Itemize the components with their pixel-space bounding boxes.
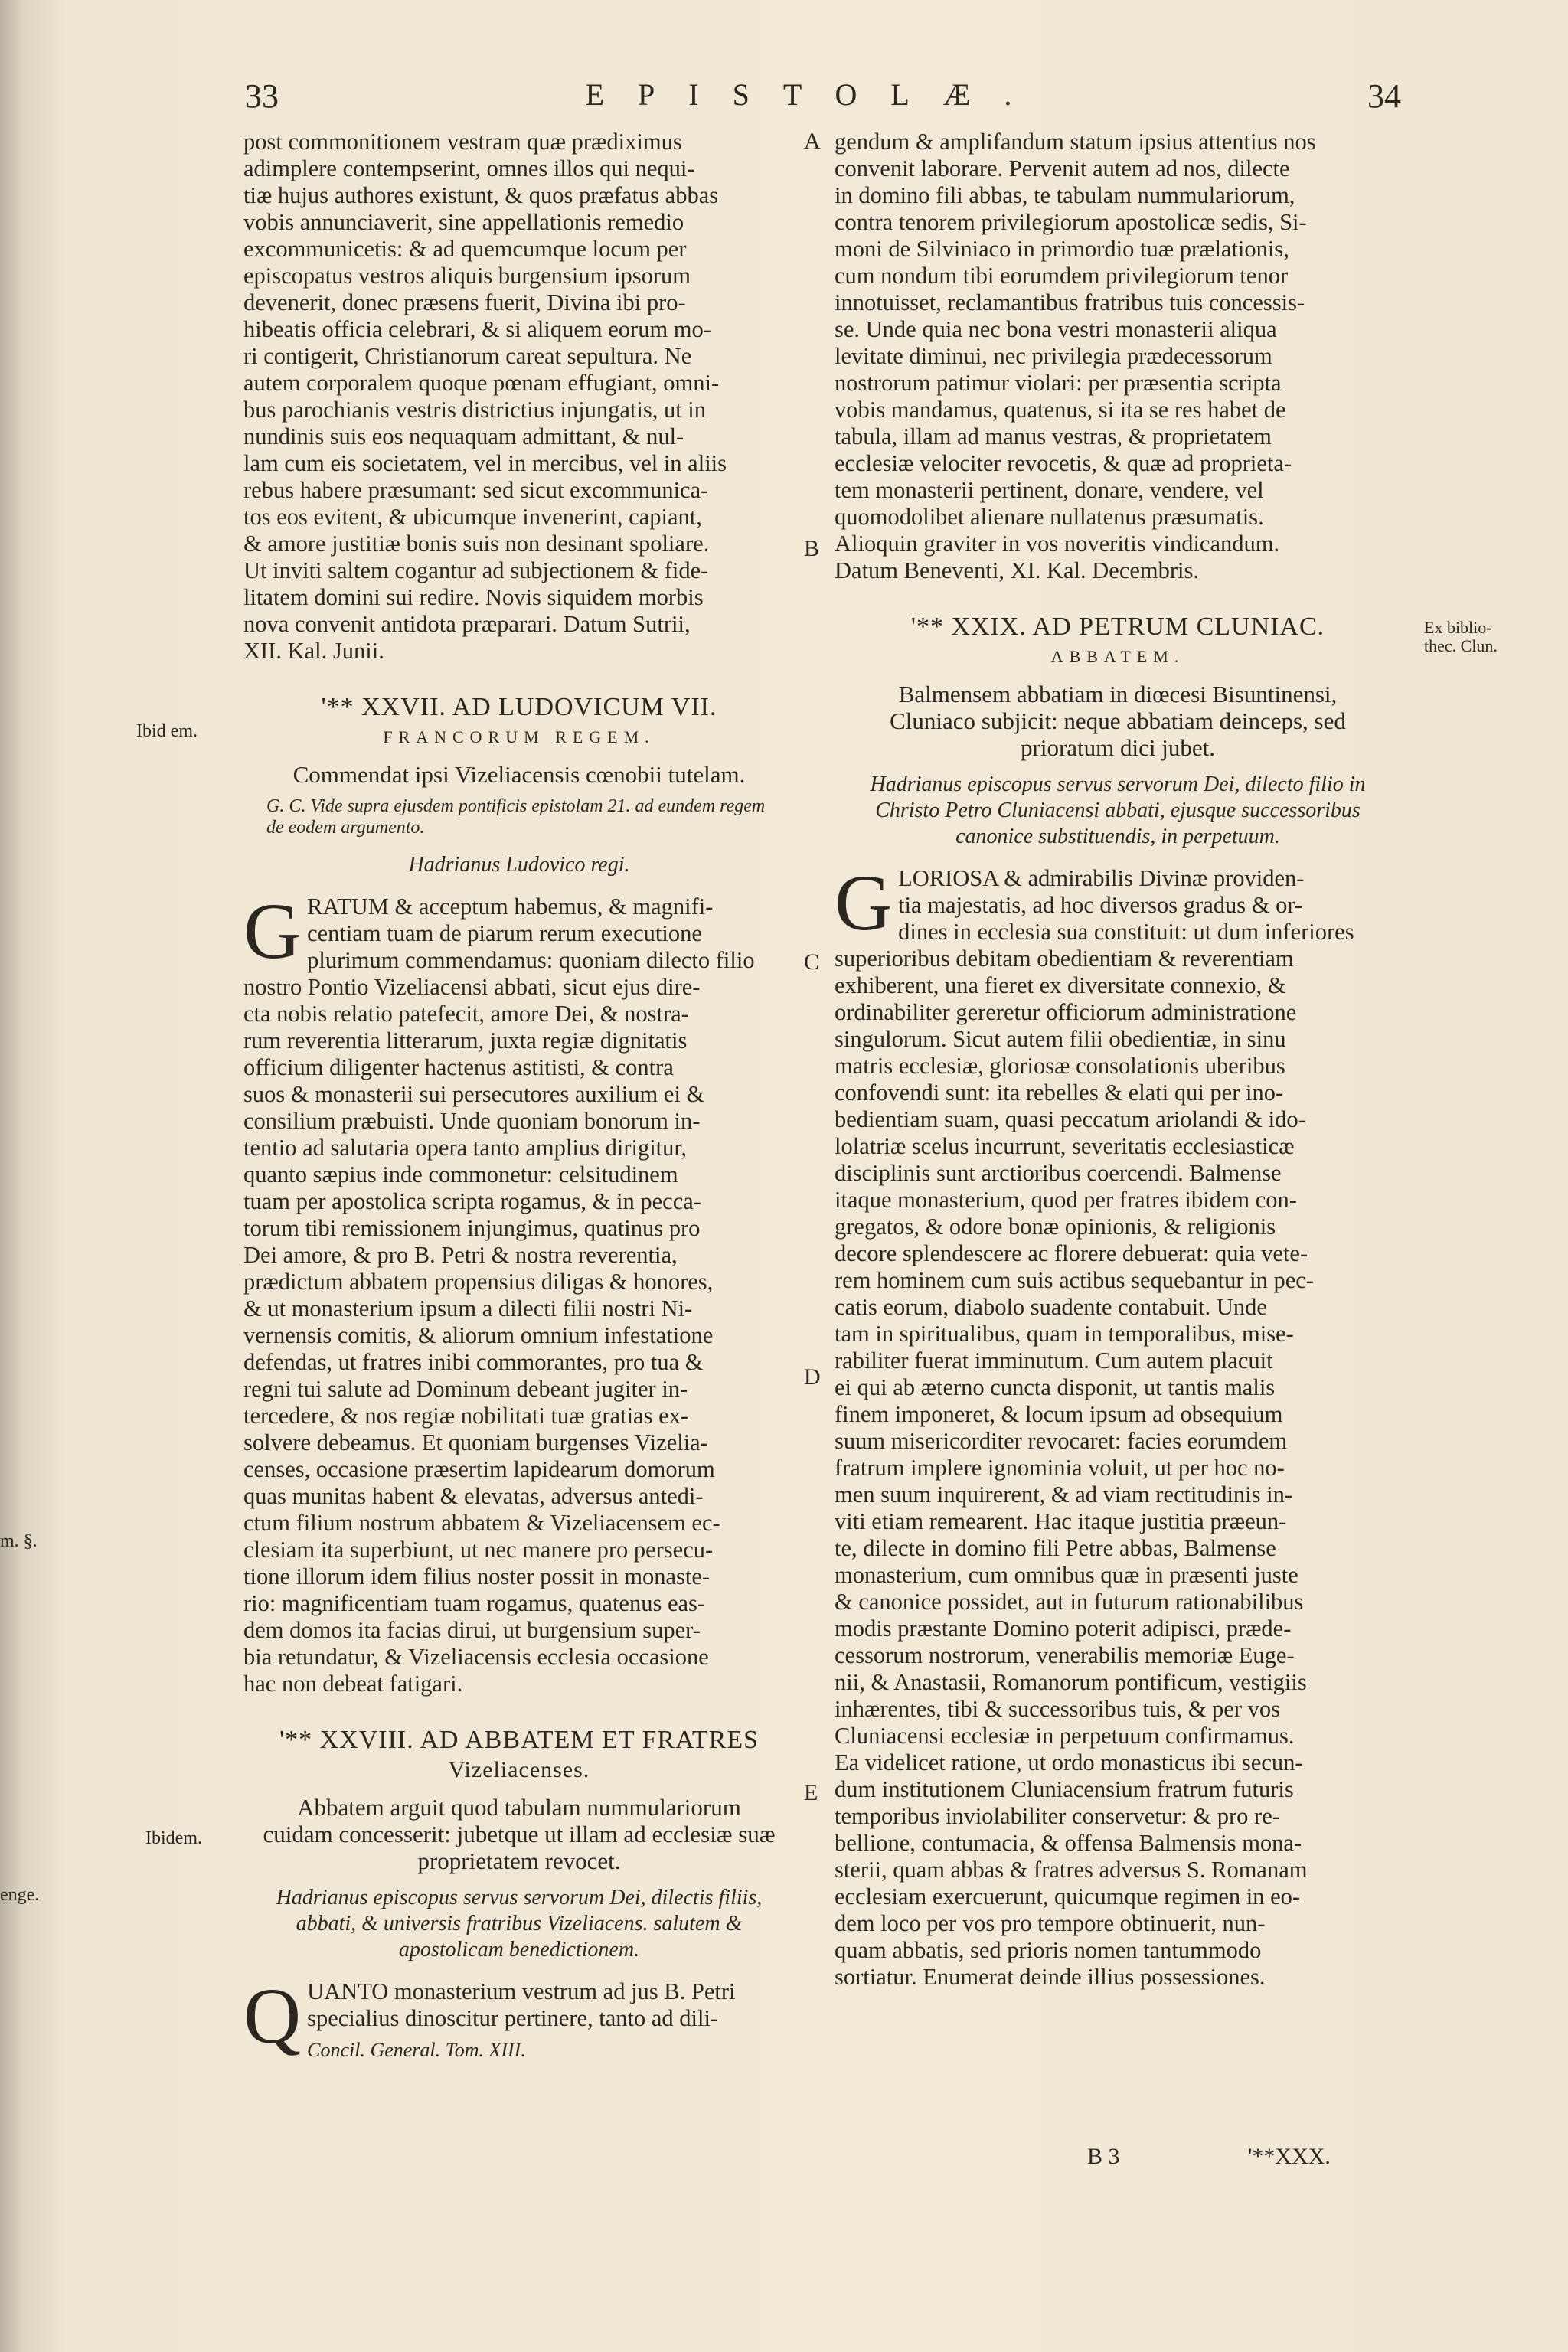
- text-line: ei qui ab æterno cuncta disponit, ut tantis malis: [835, 1374, 1276, 1400]
- text-line: ctum filium nostrum abbatem & Vizeliacensem ec-: [243, 1510, 720, 1536]
- text-line: quas munitas habent & elevatas, adversus antedi-: [243, 1483, 704, 1509]
- text-line: LORIOSA & admirabilis Divinæ providen-: [898, 865, 1305, 891]
- margin-fragment-2: enge.: [0, 1885, 40, 1905]
- text-line: suos & monasterii sui persecutores auxilium ei &: [243, 1081, 705, 1107]
- margin-fragment-1: m. §.: [0, 1531, 38, 1551]
- text-line: quanto sæpius inde commonetur: celsitudinem: [243, 1161, 678, 1187]
- text-line: suum misericorditer revocaret: facies eorumdem: [835, 1428, 1288, 1454]
- text-line: dem loco per vos pro tempore obtinuerit, nun-: [835, 1910, 1266, 1936]
- text-line: superioribus debitam obedientiam & reverentiam: [835, 946, 1294, 972]
- text-line: excommunicetis: & ad quemcumque locum per: [243, 236, 687, 262]
- epistle-27-note: G. C. Vide supra ejusdem pontificis epistolam 21. ad eundem regem de eodem argumento.: [266, 796, 766, 838]
- text-line: defendas, ut fratres inibi commorantes, pro tua &: [243, 1349, 704, 1375]
- text-line: consilium præbuisti. Unde quoniam bonorum in-: [243, 1108, 701, 1134]
- text-line: ecclesiam exercuerunt, quicumque regimen in eo-: [835, 1883, 1301, 1909]
- epistle-28-inscription: Hadrianus episcopus servus servorum Dei, dilectis filiis, abbati, & universis fratribus Vizeliacens. salutem & apostolicam benedictionem.: [276, 1886, 763, 1962]
- margin-note-ibidem-2: Ibidem.: [145, 1828, 202, 1848]
- text-line: torum tibi remissionem injungimus, quatinus pro: [243, 1215, 701, 1241]
- section-mark-a: A: [804, 129, 821, 154]
- text-line: rum reverentia litterarum, juxta regiæ dignitatis: [243, 1027, 688, 1054]
- text-line: hibeatis officia celebrari, & si aliquem eorum mo-: [243, 316, 711, 342]
- epistle-28-subheading: Vizeliacenses.: [448, 1757, 590, 1782]
- text-line: tiæ hujus authores existunt, & quos præfatus abbas: [243, 182, 719, 208]
- epistle-29-summary: Balmensem abbatiam in diœcesi Bisuntinensi, Cluniaco subjicit: neque abbatiam deinceps, sed prioratum dici jubet.: [890, 681, 1346, 761]
- volume-signature: Concil. General. Tom. XIII.: [307, 2039, 526, 2061]
- text-line: nostro Pontio Vizeliacensi abbati, sicut ejus dire-: [243, 974, 701, 1000]
- text-line: episcopatus vestros aliquis burgensium ipsorum: [243, 263, 691, 289]
- page-header: [230, 77, 1401, 130]
- epistle-29-heading: '** XXIX. AD PETRUM CLUNIAC.: [910, 612, 1325, 641]
- text-line: rabiliter fuerat imminutum. Cum autem placuit: [835, 1348, 1273, 1374]
- text-line: ri contigerit, Christianorum careat sepultura. Ne: [243, 343, 692, 369]
- text-line: viti etiam remearent. Hac itaque justitia præeun-: [835, 1508, 1287, 1534]
- text-line: cta nobis relatio patefecit, amore Dei, & nostra-: [243, 1001, 689, 1027]
- epistle-29-text: [835, 859, 1401, 1991]
- text-line: dines in ecclesia sua constituit: ut dum inferiores: [898, 919, 1354, 945]
- text-line: prædictum abbatem propensius diligas & honores,: [243, 1269, 714, 1295]
- text-line: Ut inviti saltem cogantur ad subjectionem & fide-: [243, 557, 709, 583]
- text-line: contra tenorem privilegiorum apostolicæ sedis, Si-: [835, 209, 1307, 235]
- text-line: finem imponeret, & locum ipsum ad obsequium: [835, 1401, 1283, 1427]
- text-line: sterii, quam abbas & fratres adversus S. Romanam: [835, 1857, 1308, 1883]
- text-line: Datum Beneventi, XI. Kal. Decembris.: [835, 557, 1199, 583]
- text-line: fratrum implere ignominia voluit, ut per hoc no-: [835, 1455, 1285, 1481]
- text-line: centiam tuam de piarum rerum executione: [307, 920, 702, 946]
- text-line: lam cum eis societatem, vel in mercibus, vel in aliis: [243, 450, 727, 476]
- drop-cap: G: [243, 887, 302, 975]
- text-line: rem hominem cum suis actibus sequebantur in pec-: [835, 1267, 1314, 1293]
- section-mark-d: D: [804, 1364, 821, 1390]
- text-line: cum nondum tibi eorumdem privilegiorum tenor: [835, 263, 1289, 289]
- text-line: tione illorum idem filius noster possit in monaste-: [243, 1563, 710, 1589]
- text-line: & ut monasterium ipsum a dilecti filii nostri Ni-: [243, 1295, 693, 1321]
- text-line: plurimum commendamus: quoniam dilecto filio: [307, 947, 755, 973]
- text-line: Ea videlicet ratione, ut ordo monasticus ibi secun-: [835, 1749, 1303, 1775]
- text-line: specialius dinoscitur pertinere, tanto ad dili-: [307, 2005, 719, 2031]
- epistle-29-subheading: ABBATEM.: [1050, 647, 1185, 666]
- catchword: '**XXX.: [1248, 2144, 1331, 2169]
- text-line: exhiberent, una fieret ex diversitate connexio, &: [835, 972, 1286, 998]
- text-line: tia majestatis, ad hoc diversos gradus & or-: [898, 892, 1303, 918]
- epistle-28-text: [243, 1978, 795, 2032]
- text-line: officium diligenter hactenus astitisti, & contra: [243, 1054, 674, 1080]
- epistle-29-inscription: Hadrianus episcopus servus servorum Dei, dilecto filio in Christo Petro Cluniacensi abbati, ejusque successoribus canonice substituendis, in perpetuum.: [870, 773, 1366, 848]
- text-line: catis eorum, diabolo suadente contabuit. Unde: [835, 1294, 1267, 1320]
- running-title: EPISTOLÆ.: [585, 77, 1046, 112]
- margin-note-ibidem-1: Ibid em.: [136, 721, 198, 741]
- text-line: litatem domini sui redire. Novis siquidem morbis: [243, 584, 704, 610]
- section-mark-b: B: [804, 536, 820, 561]
- text-line: confovendi sunt: ita rebelles & elati qui per ino-: [835, 1080, 1284, 1106]
- text-line: moni de Silviniaco in primordio tuæ prælationis,: [835, 236, 1289, 262]
- section-mark-c: C: [804, 949, 820, 975]
- text-line: inhærentes, tibi & successoribus tuis, & per vos: [835, 1696, 1280, 1722]
- epistle-27-body: [243, 887, 795, 1697]
- text-line: ecclesiæ velociter revocetis, & quæ ad proprieta-: [835, 450, 1292, 476]
- text-line: adimplere contempserint, omnes illos qui nequi-: [243, 155, 695, 181]
- text-line: nostrorum patimur violari: per præsentia scripta: [835, 370, 1282, 396]
- text-line: innotuisset, reclamantibus fratribus tuis concessis-: [835, 289, 1305, 315]
- text-line: XII. Kal. Junii.: [243, 638, 384, 664]
- text-line: vobis mandamus, quatenus, si ita se res habet de: [835, 397, 1286, 423]
- text-line: vobis annunciaverit, sine appellationis remedio: [243, 209, 684, 235]
- text-line: men suum inquirerent, & ad viam rectitudinis in-: [835, 1481, 1293, 1508]
- text-line: dem domos ita facias dirui, ut burgensium super-: [243, 1617, 701, 1643]
- margin-note-source: Ex biblio- thec. Clun.: [1424, 618, 1498, 655]
- text-line: cessorum nostrorum, venerabilis memoriæ Euge-: [835, 1642, 1295, 1668]
- page-number-right: 34: [1367, 77, 1401, 115]
- text-line: ordinabiliter gereretur officiorum administratione: [835, 999, 1297, 1025]
- text-line: convenit laborare. Pervenit autem ad nos, dilecte: [835, 155, 1290, 181]
- text-line: bedientiam suam, quasi peccatum ariolandi & ido-: [835, 1106, 1306, 1132]
- text-line: quomodolibet alienare nullatenus præsumatis.: [835, 504, 1264, 530]
- text-line: tuam per apostolica scripta rogamus, & in pecca-: [243, 1188, 701, 1214]
- epistle-27-heading: '** XXVII. AD LUDOVICUM VII.: [321, 693, 717, 721]
- epistle-29-body: [835, 859, 1401, 1991]
- text-line: regni tui salute ad Dominum debeant jugiter in-: [243, 1376, 688, 1402]
- text-line: & amore justitiæ bonis suis non desinant spoliare.: [243, 531, 710, 557]
- text-line: hac non debeat fatigari.: [243, 1671, 463, 1697]
- text-line: nii, & Anastasii, Romanorum pontificum, vestigiis: [835, 1669, 1307, 1695]
- text-line: te, dilecte in domino fili Petre abbas, Balmense: [835, 1535, 1276, 1561]
- text-line: lolatriæ scelus incurrunt, severitatis ecclesiasticæ: [835, 1133, 1295, 1159]
- text-line: Dei amore, & pro B. Petri & nostra reverentia,: [243, 1242, 678, 1268]
- text-line: rebus habere præsumant: sed sicut excommunica-: [243, 477, 709, 503]
- right-column: [835, 129, 1401, 1991]
- text-line: quam abbatis, sed prioris nomen tantummodo: [835, 1937, 1262, 1963]
- text-line: devenerit, donec præsens fuerit, Divina ibi pro-: [243, 289, 686, 315]
- text-line: RATUM & acceptum habemus, & magnifi-: [307, 893, 714, 920]
- text-line: tabula, illam ad manus vestras, & proprietatem: [835, 423, 1272, 449]
- text-line: Alioquin graviter in vos noveritis vindicandum.: [835, 531, 1280, 557]
- text-line: tentio ad salutaria opera tanto amplius dirigitur,: [243, 1135, 687, 1161]
- left-column: [243, 129, 795, 2063]
- text-line: censes, occasione præsertim lapidearum domorum: [243, 1456, 715, 1482]
- epistle-28-heading: '** XXVIII. AD ABBATEM ET FRATRES: [279, 1726, 759, 1754]
- text-line: gregatos, & odore bonæ opinionis, & religionis: [835, 1214, 1276, 1240]
- epistle-27-subheading: FRANCORUM REGEM.: [383, 727, 655, 746]
- text-line: bus parochianis vestris districtius injungatis, ut in: [243, 397, 707, 423]
- text-line: tercedere, & nos regiæ nobilitati tuæ gratias ex-: [243, 1403, 689, 1429]
- text-line: bia retundatur, & Vizeliacensis ecclesia occasione: [243, 1644, 709, 1670]
- left-intro-text: [243, 129, 795, 665]
- text-line: itaque monasterium, quod per fratres ibidem con-: [835, 1187, 1297, 1213]
- epistle-27-summary: Commendat ipsi Vizeliacensis cœnobii tutelam.: [292, 761, 746, 788]
- text-line: tem monasterii pertinent, donare, vendere, vel: [835, 477, 1264, 503]
- text-line: & canonice possidet, aut in futurum rationabilibus: [835, 1589, 1304, 1615]
- epistle-28-summary: Abbatem arguit quod tabulam nummulariorum cuidam concesserit: jubetque ut illam ad ecclesiæ suæ proprietatem revocet.: [263, 1794, 776, 1874]
- text-line: disciplinis sunt arctioribus coercendi. Balmense: [835, 1160, 1282, 1186]
- text-line: gendum & amplifandum statum ipsius attentius nos: [835, 129, 1316, 155]
- text-line: temporibus inviolabiliter conservetur: & pro re-: [835, 1803, 1280, 1829]
- text-line: levitate diminui, nec privilegia prædecessorum: [835, 343, 1272, 369]
- text-line: singulorum. Sicut autem filii obedientiæ, in sinu: [835, 1026, 1286, 1052]
- text-line: autem corporalem quoque pœnam effugiant, omni-: [243, 370, 720, 396]
- text-line: UANTO monasterium vestrum ad jus B. Petri: [307, 1978, 736, 2004]
- text-line: modis præstante Domino poterit adipisci, præde-: [835, 1615, 1292, 1642]
- section-mark-e: E: [804, 1780, 818, 1805]
- text-line: solvere debeamus. Et quoniam burgenses Vizelia-: [243, 1429, 708, 1455]
- text-line: monasterium, cum omnibus quæ in præsenti juste: [835, 1562, 1298, 1588]
- text-line: se. Unde quia nec bona vestri monasterii aliqua: [835, 316, 1277, 342]
- drop-cap: G: [835, 859, 893, 947]
- epistle-27-text: [243, 887, 795, 1697]
- text-line: post commonitionem vestram quæ prædiximus: [243, 129, 682, 155]
- text-line: nundinis suis eos nequaquam admittant, & nul-: [243, 423, 684, 449]
- text-line: clesiam ita superbiunt, ut nec manere pro persecu-: [243, 1537, 714, 1563]
- text-line: tam in spiritualibus, quam in temporalibus, mise-: [835, 1321, 1294, 1347]
- text-line: matris ecclesiæ, gloriosæ consolationis uberibus: [835, 1053, 1285, 1079]
- text-line: Cluniacensi ecclesiæ in perpetuum confirmamus.: [835, 1723, 1295, 1749]
- signature-mark: B 3: [1087, 2144, 1120, 2169]
- text-line: rio: magnificentiam tuam rogamus, quatenus eas-: [243, 1590, 706, 1616]
- text-line: sortiatur. Enumerat deinde illius possessiones.: [835, 1964, 1266, 1990]
- text-line: tos eos evitent, & ubicumque invenerint, capiant,: [243, 504, 702, 530]
- text-line: decore splendescere ac florere debuerat: quia vete-: [835, 1240, 1308, 1266]
- page-number-left: 33: [245, 77, 279, 115]
- right-intro-text: [835, 129, 1401, 584]
- text-line: bellione, contumacia, & offensa Balmensis mona-: [835, 1830, 1302, 1856]
- text-line: in domino fili abbas, te tabulam nummulariorum,: [835, 182, 1295, 208]
- epistle-27-inscription: Hadrianus Ludovico regi.: [408, 853, 630, 877]
- text-line: nova convenit antidota præparari. Datum Sutrii,: [243, 611, 691, 637]
- text-line: vernensis comitis, & aliorum omnium infestatione: [243, 1322, 714, 1348]
- drop-cap: Q: [243, 1972, 302, 2060]
- text-line: dum institutionem Cluniacensium fratrum futuris: [835, 1776, 1294, 1802]
